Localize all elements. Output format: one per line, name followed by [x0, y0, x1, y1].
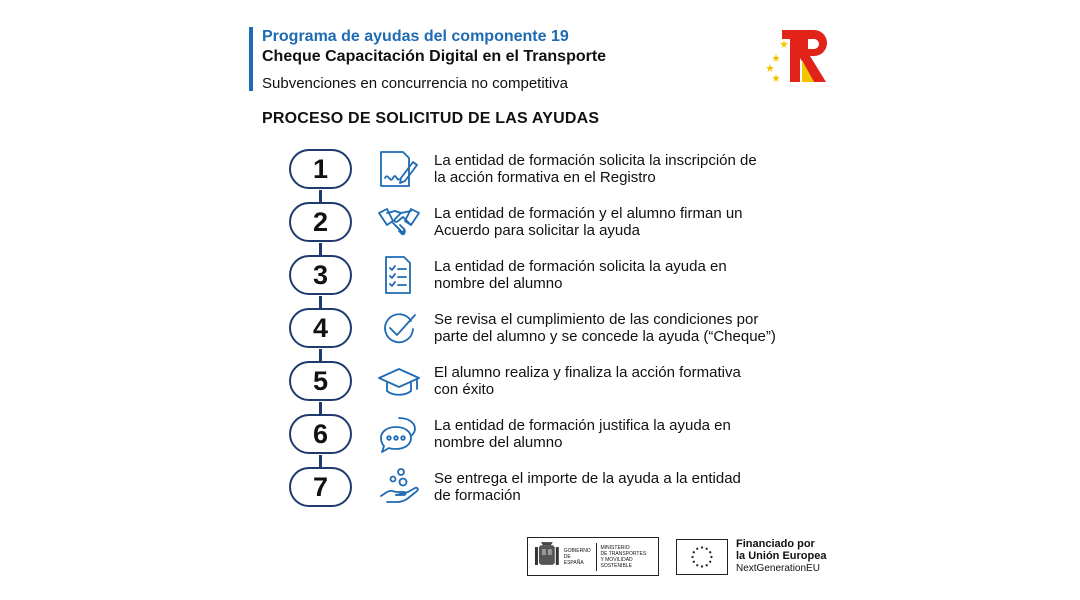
hand-coins-icon — [377, 466, 421, 508]
program-title: Programa de ayudas del componente 19 — [262, 28, 569, 45]
step-text — [434, 152, 844, 186]
header-block — [249, 27, 689, 91]
gobierno-label — [564, 548, 592, 566]
step-number: 7 — [289, 467, 352, 507]
step-text-line: nombre del alumno — [434, 434, 563, 451]
step-text — [434, 311, 844, 345]
speech-bubble-icon — [377, 413, 421, 455]
step-text — [434, 258, 844, 292]
step-6 — [289, 413, 849, 466]
step-1 — [289, 148, 849, 201]
step-number: 4 — [289, 308, 352, 348]
subtitle: Subvenciones en concurrencia no competitiva — [262, 75, 569, 92]
step-number: 3 — [289, 255, 352, 295]
eu-text-line: Financiado por — [736, 538, 815, 550]
eu-funding-text — [736, 538, 826, 575]
step-text-line: nombre del alumno — [434, 275, 563, 292]
section-title: PROCESO DE SOLICITUD DE LAS AYUDAS — [262, 110, 600, 127]
check-circle-icon — [377, 307, 421, 349]
step-text-line: La entidad de formación solicita la ayuda en — [434, 258, 727, 275]
step-text-line: La entidad de formación solicita la inscripción de — [434, 152, 757, 169]
step-4 — [289, 307, 849, 360]
gobierno-line: DE ESPAÑA — [563, 553, 584, 566]
step-number: 5 — [289, 361, 352, 401]
step-text-line: El alumno realiza y finaliza la acción formativa — [434, 364, 741, 381]
step-number: 6 — [289, 414, 352, 454]
step-text — [434, 417, 844, 451]
eu-stars-icon — [766, 40, 788, 82]
graduation-cap-icon — [377, 360, 421, 402]
coat-of-arms-icon — [532, 539, 562, 574]
eu-text-line: NextGenerationEU — [736, 563, 820, 574]
step-7 — [289, 466, 849, 519]
step-text-line: La entidad de formación justifica la ayuda en — [434, 417, 731, 434]
checklist-icon — [377, 254, 421, 296]
step-number: 2 — [289, 202, 352, 242]
eu-funding-logo — [676, 537, 832, 576]
document-signature-icon — [377, 148, 421, 190]
step-3 — [289, 254, 849, 307]
step-text-line: de formación — [434, 487, 521, 504]
gobierno-line: GOBIERNO — [563, 547, 591, 554]
step-text-line: La entidad de formación y el alumno firman un — [434, 205, 743, 222]
transformation-logo — [762, 24, 842, 88]
cheque-title: Cheque Capacitación Digital en el Transporte — [262, 48, 607, 65]
gobierno-espana-logo — [527, 537, 659, 576]
eu-text-line: la Unión Europea — [736, 550, 827, 562]
step-text — [434, 470, 844, 504]
steps-list — [289, 148, 849, 519]
eu-flag-icon — [676, 539, 728, 575]
step-text-line: con éxito — [434, 381, 495, 398]
step-text — [434, 205, 844, 239]
step-text-line: Acuerdo para solicitar la ayuda — [434, 222, 640, 239]
handshake-icon — [377, 201, 421, 243]
step-text-line: Se entrega el importe de la ayuda a la entidad — [434, 470, 741, 487]
step-2 — [289, 201, 849, 254]
divider — [596, 543, 597, 571]
ministry-label — [601, 545, 659, 569]
ministry-line: DE TRANSPORTES — [600, 550, 647, 557]
step-text — [434, 364, 844, 398]
step-number: 1 — [289, 149, 352, 189]
ministry-line: MINISTERIO — [600, 544, 630, 551]
step-text-line: parte del alumno y se concede la ayuda (“Cheque”) — [434, 328, 776, 345]
step-5 — [289, 360, 849, 413]
step-text-line: Se revisa el cumplimiento de las condiciones por — [434, 311, 759, 328]
step-text-line: la acción formativa en el Registro — [434, 169, 656, 186]
ministry-line: Y MOVILIDAD SOSTENIBLE — [600, 556, 633, 569]
